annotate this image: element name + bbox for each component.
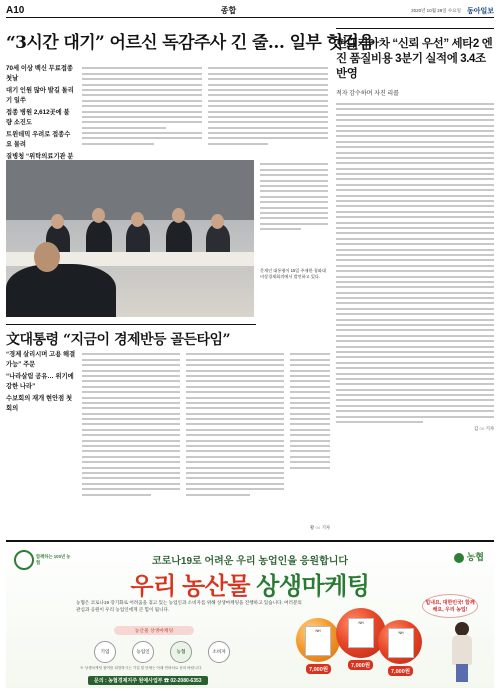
contact-info: 문의 : 농협경제지주 원예사업부 ☎ 02-2080-6353 <box>88 676 208 685</box>
top-story-headline: “3시간 대기” 어르신 독감주사 긴 줄… 일부 헛걸음 <box>6 33 375 53</box>
nh-logo-text: 농협 <box>466 552 484 562</box>
flow-title: 농산물 상생마케팅 <box>114 626 194 635</box>
deck-line: “나라살림 공유… 위기에 강한 나라” <box>6 373 74 390</box>
nh-logo <box>454 550 484 563</box>
apples-illustration <box>296 608 426 688</box>
child-illustration <box>450 622 474 682</box>
ad-contact <box>88 676 208 685</box>
flow-node: 기업 <box>94 641 116 663</box>
ad-description: 농협은 코로나19 장기화로 어려움을 겪고 있는 농업인과 소비자를 위해 상생마케팅을 진행하고 있습니다. 여러분의 관심과 응원이 우리 농업인에게 큰 힘이 됩니다. <box>76 600 302 612</box>
flow-node: 농업인 <box>132 641 154 663</box>
deck-line: 접종 병원 2,612곳에 불량 소진도 <box>6 109 70 126</box>
second-story-deck <box>6 350 76 416</box>
deck-line: 질병청 “위탁의료기관 분 <box>6 153 74 160</box>
second-story-headline: 文대통령 “지금이 경제반등 골든타임” <box>6 324 256 349</box>
flow-diagram <box>94 638 234 666</box>
right-story-subhead: 적자 감수하며 자진 리콜 <box>336 91 399 97</box>
product-label: NH <box>348 618 374 648</box>
product-label: NH <box>305 626 331 656</box>
product-label: NH <box>388 628 414 658</box>
flow-node: 소비자 <box>208 641 230 663</box>
photo-caption <box>260 268 328 281</box>
right-story <box>336 28 494 432</box>
nh-100-year-logo <box>14 550 72 572</box>
ad-headline <box>76 566 424 601</box>
second-story-body-col1 <box>82 350 180 499</box>
deck-line: 트윈데믹 우려로 접종수요 몰려 <box>6 131 71 148</box>
meeting-photo <box>6 160 254 317</box>
deck-line: “경제 살리시며 고용 해결 가능” 주문 <box>6 351 76 368</box>
nh-mark-icon <box>454 553 464 563</box>
second-story-body-col3 <box>290 350 330 472</box>
masthead <box>6 4 494 18</box>
second-story-byline: 황 ○○ 기자 <box>309 525 330 530</box>
deck-line: 대기 인원 많아 발길 돌리기 일쑤 <box>6 87 74 104</box>
page-number: A10 <box>6 5 25 16</box>
deck-line: 70세 이상 백신 무료접종 첫날 <box>6 65 73 82</box>
speech-bubble: 힘내요, 대한민국! 함께해요, 우리 농업! <box>422 594 478 618</box>
ad-note: ※ 상생마케팅 참여를 희망하시는 기업 및 단체는 아래 연락처로 문의 바랍니다. <box>80 666 203 670</box>
price-tag: 7,000원 <box>388 666 413 676</box>
logo-left-text: 함께하는 100년 농협 <box>36 554 71 565</box>
price-tag: 7,000원 <box>348 660 373 670</box>
caption-text: 문재인 대통령이 15일 주재한 청와대 비상경제회의에서 발언하고 있다. <box>260 268 326 280</box>
second-story-body-col2 <box>186 350 284 499</box>
newspaper-brand: 동아일보 <box>466 7 494 15</box>
right-story-byline: 김 ○○ 기자 <box>473 426 494 432</box>
section-name: 종합 <box>220 6 237 15</box>
flow-node: 농협 <box>170 641 192 663</box>
issue-date: 2020년 10월 28일 수요일 <box>411 7 461 13</box>
top-story-deck <box>6 64 74 174</box>
ad-headline-green: 상생마케팅 <box>256 573 370 600</box>
nonghyup-advertisement <box>6 540 494 688</box>
deck-line: 수보회의 재개 현안점 첫 회의 <box>6 395 73 412</box>
top-story-body-col2 <box>208 64 328 148</box>
right-story-body <box>336 103 494 423</box>
top-story-body-col1 <box>82 64 202 148</box>
price-tag: 7,000원 <box>306 664 331 674</box>
right-story-headline: 현대기아차 “신뢰 우선” 세타2 엔진 품질비용 3분기 실적에 3.4조 반영 <box>336 38 493 80</box>
top-story-body-col3 <box>260 160 328 233</box>
ad-headline-top: 코로나19로 어려운 우리 농업인을 응원합니다 <box>151 556 349 567</box>
ad-headline-red: 우리 농산물 <box>130 573 250 600</box>
